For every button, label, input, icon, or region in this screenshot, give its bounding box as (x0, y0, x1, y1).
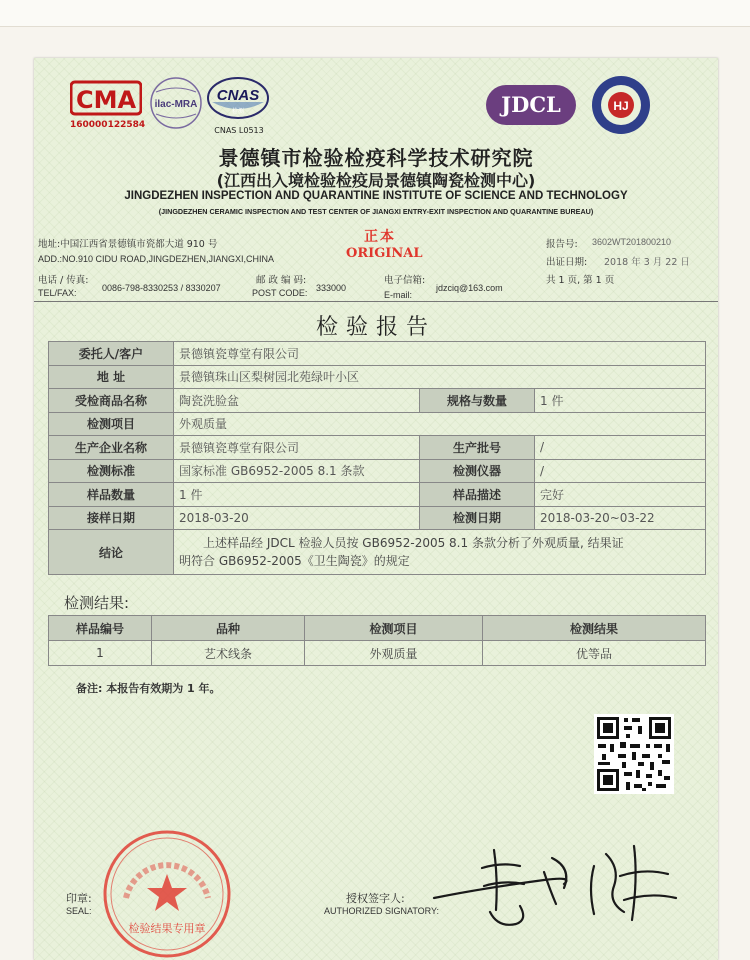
issue-date-value: 2018 年 3 月 22 日 (604, 257, 690, 268)
conclusion-cell (174, 530, 706, 575)
original-stamp-en: ORIGINAL (346, 246, 423, 261)
test-item-label: 检测项目 (49, 412, 174, 436)
jdcl-logo: JDCL (486, 85, 576, 125)
phone-label-en: TEL/FAX: (38, 288, 77, 298)
top-strip (0, 0, 750, 27)
report-title: 检验报告 (315, 315, 436, 340)
cnas-code: CNAS L0513 (214, 126, 264, 135)
manufacturer-label: 生产企业名称 (49, 436, 174, 460)
results-table (48, 615, 706, 666)
page-info: 共 1 页, 第 1 页 (546, 275, 615, 286)
seal-text: 检验结果专用章 (128, 922, 206, 935)
instrument-value: / (535, 459, 706, 483)
batch-label: 生产批号 (420, 436, 535, 460)
address-en: ADD.:NO.910 CIDU ROAD,JINGDEZHEN,JIANGXI,CHINA (38, 254, 275, 264)
validity-note: 备注: 本报告有效期为 1 年。 (76, 682, 221, 695)
test-date-label: 检测日期 (420, 506, 535, 530)
goods-label: 受检商品名称 (49, 389, 174, 413)
quantity-value: 1 件 (174, 483, 420, 507)
cma-code: 160000122584 (70, 120, 146, 130)
qr-code (594, 714, 674, 794)
postcode-label-cn: 邮 政 编 码: (256, 275, 307, 286)
phone-value: 0086-798-8330253 / 8330207 (102, 283, 221, 293)
postcode-label-en: POST CODE: (252, 288, 308, 298)
phone-label-cn: 电话 / 传真: (38, 275, 89, 286)
certificate-sheet (34, 58, 718, 960)
ilac-mra-logo (146, 76, 206, 130)
email-label-en: E-mail: (384, 290, 413, 300)
institute-title-cn: 景德镇市检验检疫科学技术研究院 (218, 146, 534, 170)
quantity-label: 样品数量 (49, 483, 174, 507)
institute-subtitle-cn: (江西出入境检验检疫局景德镇陶瓷检测中心) (216, 171, 536, 190)
results-col-test-item: 检测项目 (305, 616, 483, 641)
cma-logo-text: CMA (75, 86, 137, 114)
standard-label: 检测标准 (49, 459, 174, 483)
standard-value: 国家标准 GB6952-2005 8.1 条款 (174, 459, 420, 483)
results-col-variety: 品种 (152, 616, 305, 641)
cma-logo (70, 80, 142, 116)
table-row (49, 641, 706, 666)
instrument-label: 检测仪器 (420, 459, 535, 483)
address-cn: 地址:中国江西省景德镇市瓷都大道 910 号 (38, 239, 218, 250)
seal-label-cn: 印章: (66, 892, 92, 905)
report-info-table (48, 341, 706, 575)
email-value: jdzciq@163.com (436, 283, 503, 293)
test-date-value: 2018-03-20~03-22 (535, 506, 706, 530)
description-value: 完好 (535, 483, 706, 507)
header-divider (34, 301, 718, 302)
manufacturer-value: 景德镇瓷尊堂有限公司 (174, 436, 420, 460)
official-seal (100, 828, 234, 960)
client-value: 景德镇瓷尊堂有限公司 (174, 342, 706, 366)
cnas-logo (206, 76, 270, 124)
receive-date-value: 2018-03-20 (174, 506, 420, 530)
email-label-cn: 电子信箱: (384, 275, 426, 286)
signatory-label-en: AUTHORIZED SIGNATORY: (324, 906, 440, 916)
original-stamp-cn: 正本 (364, 229, 396, 245)
conclusion-line-1: 上述样品经 JDCL 检验人员按 GB6952-2005 8.1 条款分析了外观质量, 结果证 (203, 536, 624, 550)
goods-value: 陶瓷洗脸盆 (174, 389, 420, 413)
hj-round-logo (590, 74, 652, 136)
result-variety: 艺术线条 (152, 641, 305, 666)
test-item-value: 外观质量 (174, 412, 706, 436)
batch-value: / (535, 436, 706, 460)
results-header-row (49, 616, 706, 641)
seal-label-en: SEAL: (66, 906, 92, 916)
client-label: 委托人/客户 (49, 342, 174, 366)
handwritten-signature (424, 828, 684, 948)
result-grade: 优等品 (483, 641, 706, 666)
signatory-label-cn: 授权签字人: (346, 892, 405, 905)
institute-title-en: JINGDEZHEN INSPECTION AND QUARANTINE INSTITUTE OF SCIENCE AND TECHNOLOGY (124, 190, 628, 202)
ilac-logo-text: ilac-MRA (154, 99, 198, 110)
issue-date-label: 出证日期: (546, 257, 588, 268)
address-value: 景德镇珠山区梨树园北苑绿叶小区 (174, 365, 706, 389)
results-col-result: 检测结果 (483, 616, 706, 641)
result-sample-no: 1 (49, 641, 152, 666)
report-no-label: 报告号: (546, 239, 578, 250)
conclusion-label: 结论 (49, 530, 174, 575)
postcode-value: 333000 (316, 283, 347, 293)
institute-subtitle-en: (JINGDEZHEN CERAMIC INSPECTION AND TEST CENTER OF JIANGXI ENTRY-EXIT INSPECTION AND QUARANTINE BUREAU) (158, 207, 594, 216)
address-label: 地 址 (49, 365, 174, 389)
spec-label: 规格与数量 (420, 389, 535, 413)
cnas-logo-text: CNAS (216, 87, 260, 104)
report-no-value: 3602WT201800210 (592, 237, 672, 247)
receive-date-label: 接样日期 (49, 506, 174, 530)
result-test-item: 外观质量 (305, 641, 483, 666)
results-col-sample-no: 样品编号 (49, 616, 152, 641)
results-heading: 检测结果: (64, 594, 130, 612)
hj-logo-text: HJ (613, 99, 629, 113)
description-label: 样品描述 (420, 483, 535, 507)
cnas-logo-sub: 检测 (231, 108, 245, 115)
conclusion-line-2: 明符合 GB6952-2005《卫生陶瓷》的规定 (179, 554, 410, 568)
spec-value: 1 件 (535, 389, 706, 413)
